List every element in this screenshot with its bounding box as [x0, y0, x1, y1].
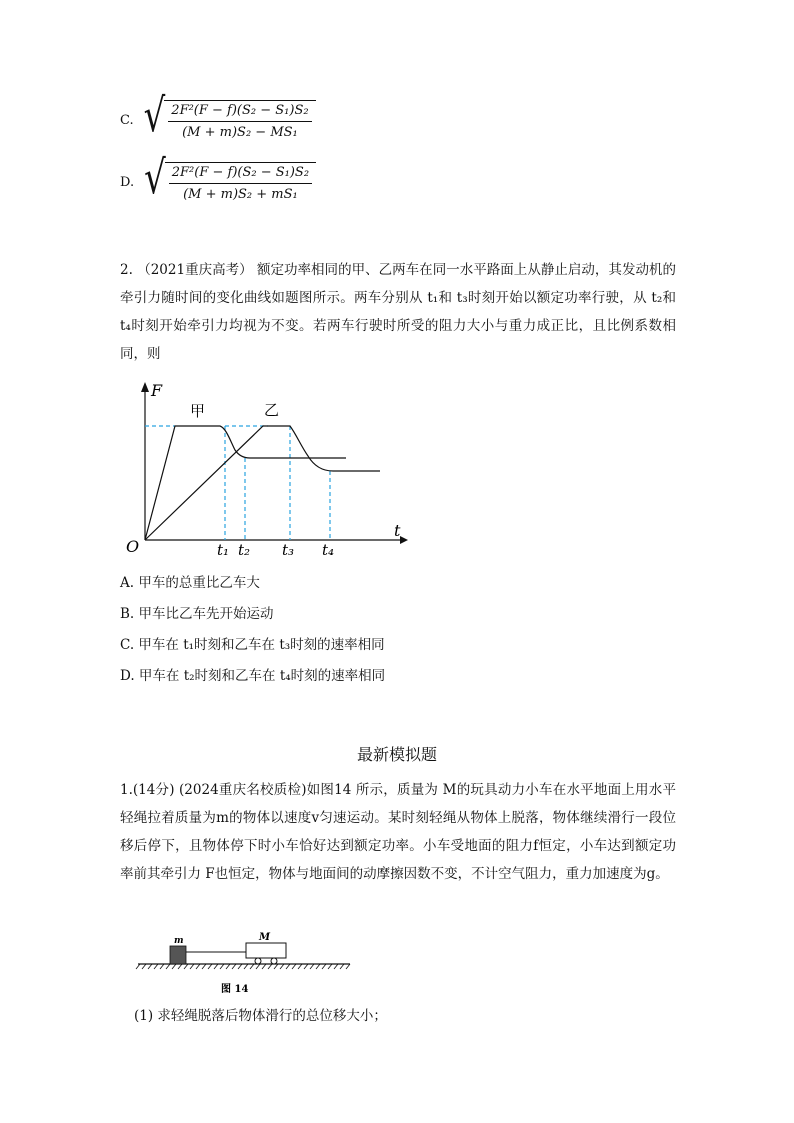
- question2-option-b: B. 甲车比乙车先开始运动: [120, 606, 274, 622]
- dashed-guides: [145, 426, 330, 540]
- option-d-fraction: [169, 165, 312, 202]
- cart-wheel-icon: [271, 958, 277, 964]
- label-M: M: [259, 932, 271, 943]
- option-d: [120, 150, 316, 205]
- tick-label-t3: t₃: [282, 541, 295, 558]
- question2-stem: 2. （2021重庆高考） 额定功率相同的甲、乙两车在同一水平路面上从静止启动，其发动机的牵引力随时间的变化曲线如题图所示。两车分别从 t₁和 t₃时刻开始以额定功率行驶，从 t₂和 t₄时刻开始牵引力均视为不变。若两车行驶时所受的阻力大小与重力成正比，且比例系数相同，则: [120, 262, 676, 362]
- figure-caption: 图 14: [221, 984, 249, 995]
- option-c-fraction: [168, 103, 311, 140]
- option-d-denominator: (M + m)S₂ + mS₁: [183, 187, 298, 202]
- question2-option-a: A. 甲车的总重比乙车大: [120, 575, 260, 591]
- y-axis-arrow-icon: [141, 382, 149, 392]
- cart-M: [246, 943, 286, 958]
- x-axis-arrow-icon: [400, 536, 408, 544]
- force-time-graph: [118, 378, 408, 558]
- curve-label-yi: 乙: [264, 401, 280, 419]
- option-d-numerator: 2F²(F − f)(S₂ − S₁)S₂: [169, 165, 312, 184]
- option-c: [120, 88, 316, 143]
- question2-option-c: C. 甲车在 t₁时刻和乙车在 t₃时刻的速率相同: [120, 637, 385, 653]
- curve-yi: [145, 426, 380, 540]
- x-axis-label: t: [394, 521, 401, 540]
- option-c-letter: C.: [120, 112, 134, 128]
- option-d-letter: D.: [120, 174, 135, 190]
- y-axis-label: F: [151, 381, 163, 400]
- label-m: m: [174, 936, 184, 946]
- figure-14: [134, 928, 354, 998]
- option-c-numerator: 2F²(F − f)(S₂ − S₁)S₂: [168, 103, 311, 122]
- option-d-sqrt: [144, 150, 316, 205]
- section-title: 最新模拟题: [356, 745, 437, 764]
- problem1-sub1: (1) 求轻绳脱落后物体滑行的总位移大小；: [134, 1008, 387, 1024]
- radical-sign-icon: √: [143, 88, 166, 143]
- origin-label: O: [126, 537, 140, 556]
- cart-wheel-icon: [255, 958, 261, 964]
- option-c-denominator: (M + m)S₂ − MS₁: [182, 125, 298, 140]
- tick-label-t2: t₂: [238, 541, 251, 558]
- radical-sign-icon: √: [144, 150, 166, 205]
- option-c-sqrt: [143, 88, 316, 143]
- ground-hatch: [136, 964, 350, 969]
- tick-label-t1: t₁: [217, 541, 230, 558]
- problem1-stem: 1.(14分) (2024重庆名校质检)如图14 所示，质量为 M的玩具动力小车在水平地面上用水平轻绳拉着质量为m的物体以速度v匀速运动。某时刻轻绳从物体上脱落，物体继续滑行一段位移后停下，且物体停下时小车恰好达到额定功率。小车受地面的阻力f恒定，小车达到额定功率前其牵引力 F也恒定，物体与地面间的动摩擦因数不变，不计空气阻力，重力加速度为g。: [120, 782, 676, 882]
- block-m: [170, 946, 186, 964]
- curve-label-jia: 甲: [190, 402, 206, 420]
- question2-option-d: D. 甲车在 t₂时刻和乙车在 t₄时刻的速率相同: [120, 668, 386, 684]
- tick-label-t4: t₄: [322, 541, 335, 558]
